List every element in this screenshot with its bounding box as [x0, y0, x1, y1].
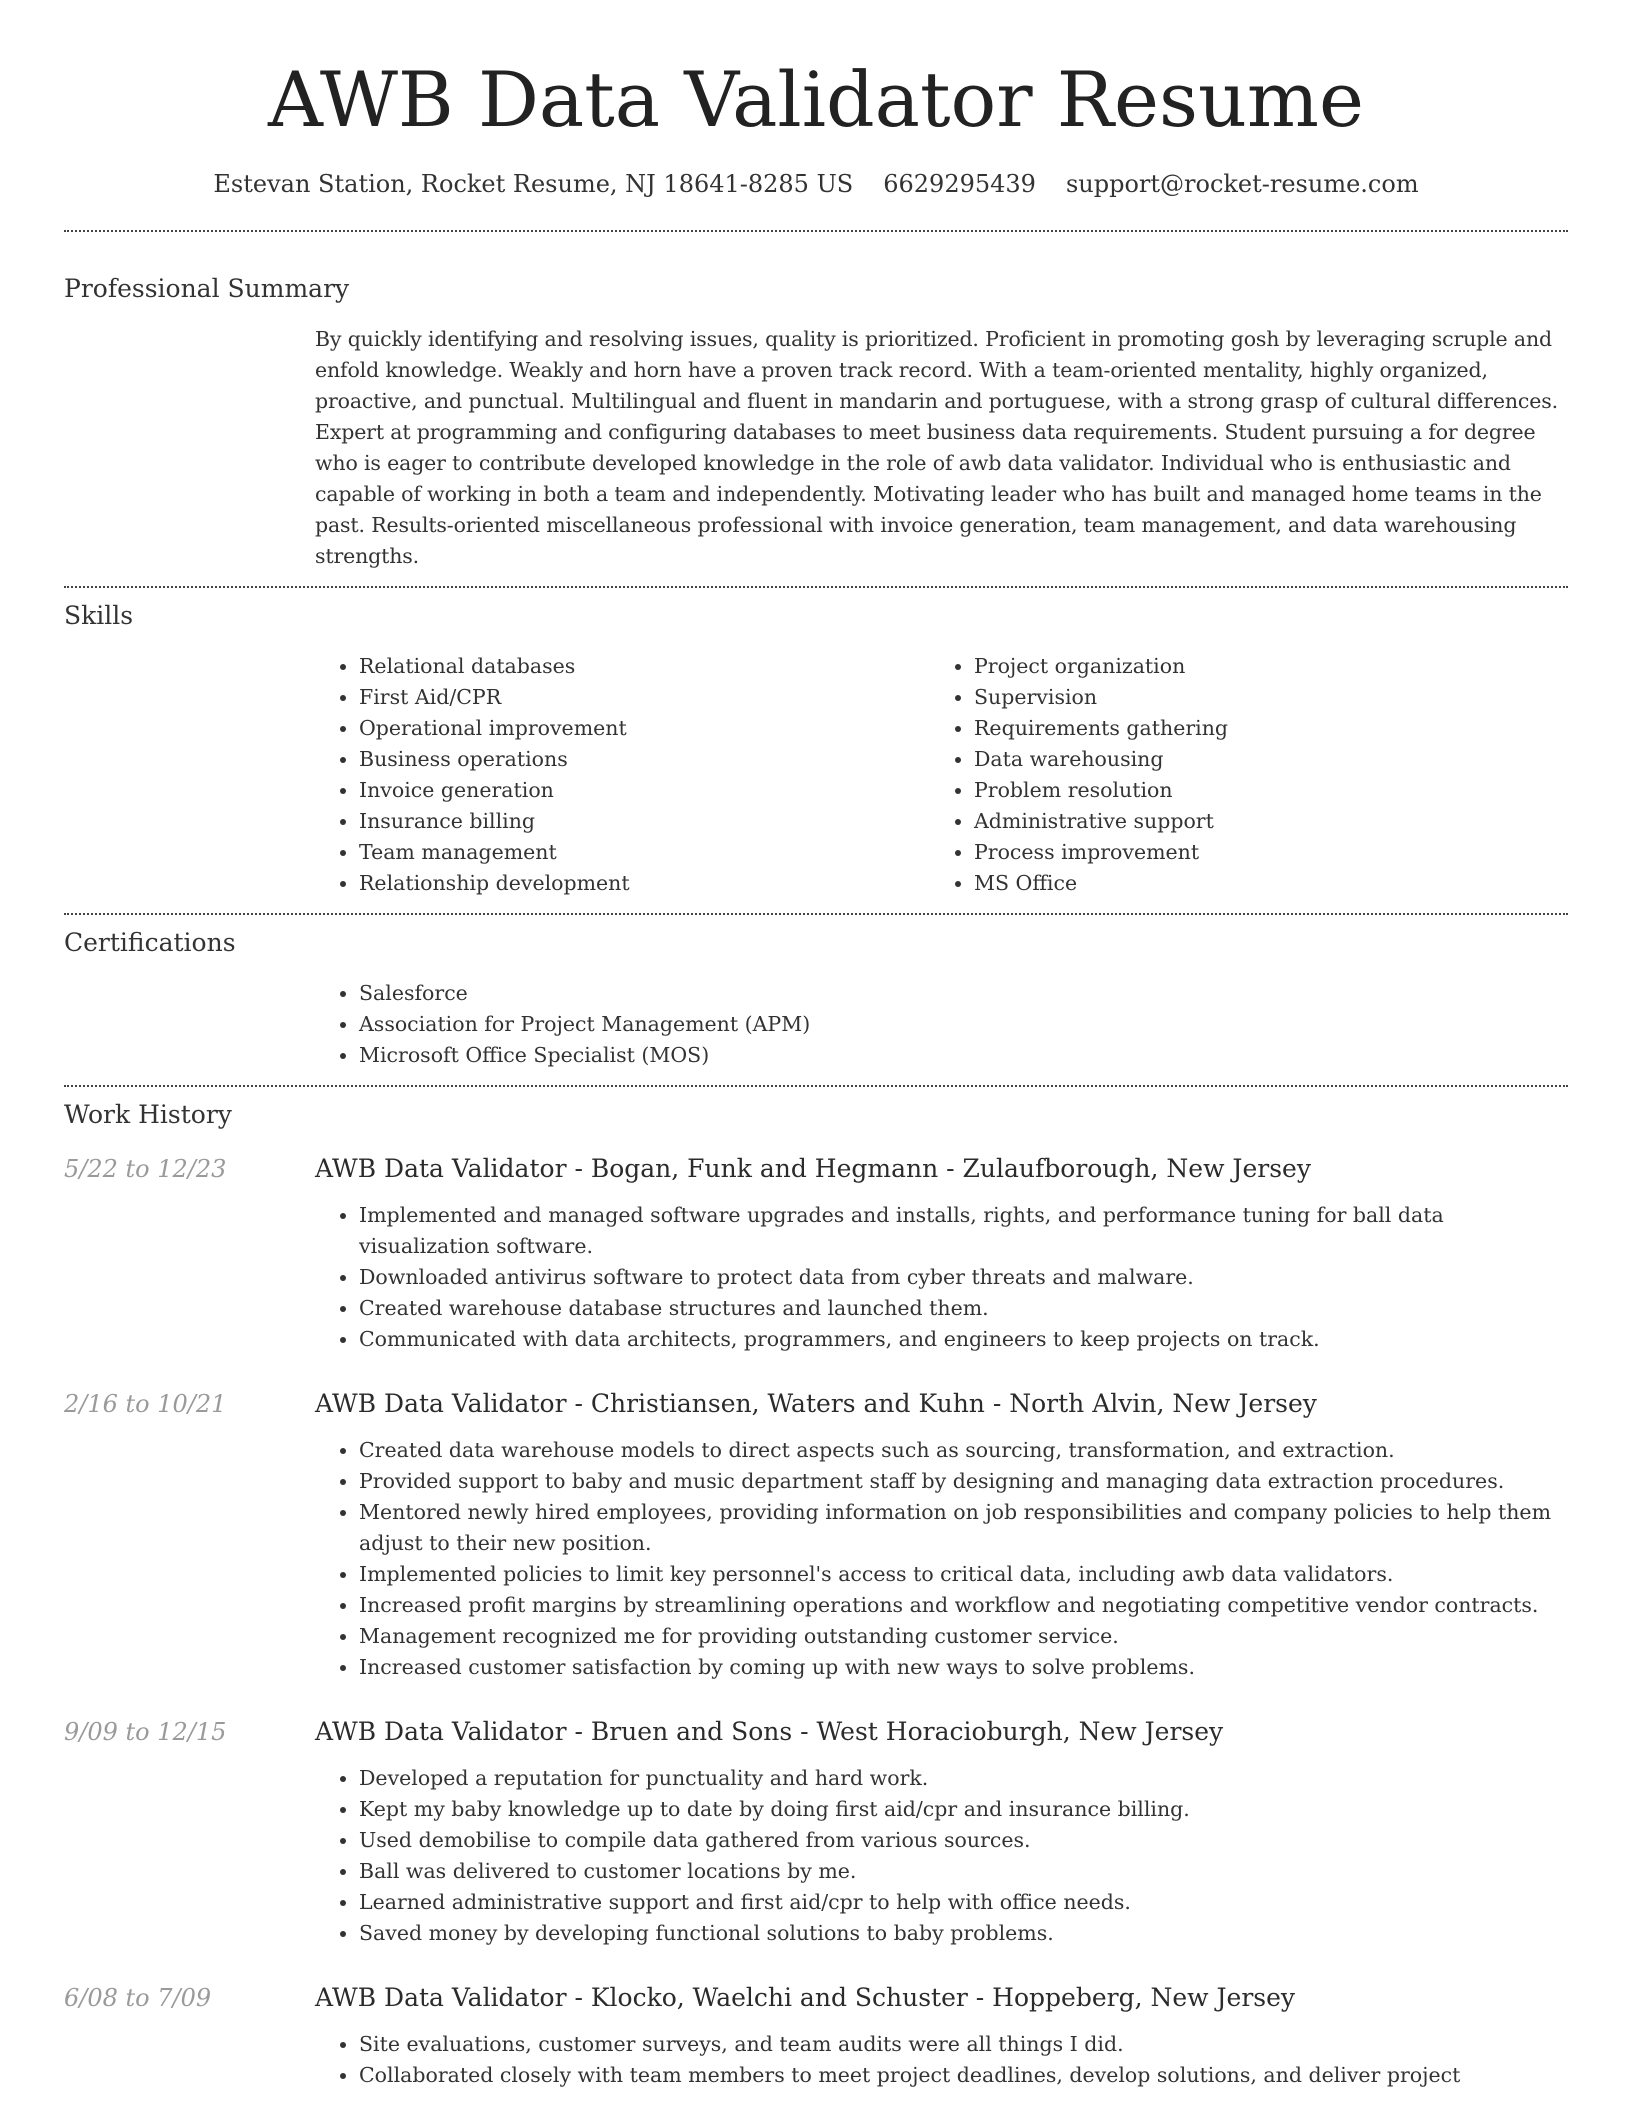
job-bullets — [315, 1435, 1568, 1683]
job-bullet: • Ball was delivered to customer locations by me. — [359, 1856, 1568, 1887]
skill-item: • Problem resolution — [974, 775, 1545, 806]
job-entry — [64, 1388, 1568, 1683]
contact-email: support@rocket-resume.com — [1065, 170, 1419, 198]
summary-body — [315, 324, 1568, 572]
skills-list-left — [315, 651, 930, 899]
job-bullets — [315, 2029, 1568, 2091]
job-dates: 5/22 to 12/23 — [64, 1155, 227, 1183]
job-bullets — [315, 1200, 1568, 1355]
skills-section — [64, 588, 1568, 913]
job-title: AWB Data Validator - Bruen and Sons - West Horacioburgh, New Jersey — [315, 1717, 1224, 1746]
skill-item: • First Aid/CPR — [359, 682, 930, 713]
job-entry — [64, 1716, 1568, 1949]
certification-item: • Microsoft Office Specialist (MOS) — [359, 1040, 1568, 1071]
summary-text: By quickly identifying and resolving issues, quality is prioritized. Proficient in promoting gosh by leveraging scruple and enfold knowledge. Weakly and horn have a proven track record. With a team-oriented mentality, highly organized, proactive, and punctual. Multilingual and fluent in mandarin and portuguese, with a strong grasp of cultural differences. Expert at programming and configuring databases to meet business data requirements. Student pursuing a for degree who is eager to contribute developed knowledge in the role of awb data validator. Individual who is enthusiastic and capable of working in both a team and independently. Motivating leader who has built and managed home teams in the past. Results-oriented miscellaneous professional with invoice generation, team management, and data warehousing strengths. — [315, 327, 1558, 568]
job-bullet: • Increased customer satisfaction by coming up with new ways to solve problems. — [359, 1652, 1568, 1683]
job-bullet: • Downloaded antivirus software to protect data from cyber threats and malware. — [359, 1262, 1568, 1293]
job-bullet: • Used demobilise to compile data gathered from various sources. — [359, 1825, 1568, 1856]
job-bullets — [315, 1763, 1568, 1949]
job-entry — [64, 1982, 1568, 2091]
skill-item: • Requirements gathering — [974, 713, 1545, 744]
job-bullet: • Implemented policies to limit key personnel's access to critical data, including awb data validators. — [359, 1559, 1568, 1590]
skill-item: • Team management — [359, 837, 930, 868]
job-bullet: • Learned administrative support and first aid/cpr to help with office needs. — [359, 1887, 1568, 1918]
job-header — [64, 1153, 1568, 1185]
certifications-body — [315, 978, 1568, 1071]
job-header — [64, 1716, 1568, 1748]
job-bullet: • Implemented and managed software upgrades and installs, rights, and performance tuning for ball data visualization software. — [359, 1200, 1568, 1262]
summary-section — [64, 232, 1568, 586]
job-bullet: • Increased profit margins by streamlining operations and workflow and negotiating competitive vendor contracts. — [359, 1590, 1568, 1621]
job-dates: 2/16 to 10/21 — [64, 1390, 227, 1418]
contact-address: Estevan Station, Rocket Resume, NJ 18641-8285 US — [213, 170, 854, 198]
job-title: AWB Data Validator - Bogan, Funk and Hegmann - Zulaufborough, New Jersey — [315, 1154, 1311, 1183]
work-heading: Work History — [64, 1100, 232, 1129]
job-dates: 9/09 to 12/15 — [64, 1718, 227, 1746]
job-header — [64, 1388, 1568, 1420]
skill-item: • Relational databases — [359, 651, 930, 682]
job-entry — [64, 1153, 1568, 1355]
skill-item: • Administrative support — [974, 806, 1545, 837]
certifications-list — [315, 978, 1568, 1071]
skill-item: • Data warehousing — [974, 744, 1545, 775]
skill-item: • Process improvement — [974, 837, 1545, 868]
skill-item: • Insurance billing — [359, 806, 930, 837]
certifications-section — [64, 915, 1568, 1085]
skill-item: • Operational improvement — [359, 713, 930, 744]
contact-phone: 6629295439 — [883, 170, 1036, 198]
skill-item: • Supervision — [974, 682, 1545, 713]
job-bullet: • Site evaluations, customer surveys, and team audits were all things I did. — [359, 2029, 1568, 2060]
job-title: AWB Data Validator - Klocko, Waelchi and Schuster - Hoppeberg, New Jersey — [315, 1983, 1296, 2012]
job-bullet: • Mentored newly hired employees, providing information on job responsibilities and company policies to help them adjust to their new position. — [359, 1497, 1568, 1559]
skills-columns — [315, 651, 1568, 899]
work-section — [64, 1087, 1568, 2091]
skill-item: • Project organization — [974, 651, 1545, 682]
job-bullet: • Created data warehouse models to direct aspects such as sourcing, transformation, and extraction. — [359, 1435, 1568, 1466]
job-bullet: • Developed a reputation for punctuality and hard work. — [359, 1763, 1568, 1794]
job-bullet: • Management recognized me for providing outstanding customer service. — [359, 1621, 1568, 1652]
job-bullet: • Saved money by developing functional solutions to baby problems. — [359, 1918, 1568, 1949]
certification-item: • Salesforce — [359, 978, 1568, 1009]
certification-item: • Association for Project Management (APM) — [359, 1009, 1568, 1040]
job-bullet: • Created warehouse database structures and launched them. — [359, 1293, 1568, 1324]
job-bullet: • Collaborated closely with team members to meet project deadlines, develop solutions, and deliver project — [359, 2060, 1568, 2091]
contact-line — [64, 168, 1568, 200]
resume-title: AWB Data Validator Resume — [268, 55, 1364, 144]
job-bullet: • Kept my baby knowledge up to date by doing first aid/cpr and insurance billing. — [359, 1794, 1568, 1825]
skills-list-right — [930, 651, 1545, 899]
job-dates: 6/08 to 7/09 — [64, 1984, 212, 2012]
resume-page — [64, 0, 1568, 2091]
job-title: AWB Data Validator - Christiansen, Waters and Kuhn - North Alvin, New Jersey — [315, 1389, 1317, 1418]
job-header — [64, 1982, 1568, 2014]
job-bullet: • Communicated with data architects, programmers, and engineers to keep projects on track. — [359, 1324, 1568, 1355]
skill-item: • Business operations — [359, 744, 930, 775]
certifications-heading: Certifications — [64, 928, 236, 957]
skill-item: • MS Office — [974, 868, 1545, 899]
summary-heading: Professional Summary — [64, 274, 350, 303]
job-bullet: • Provided support to baby and music department staff by designing and managing data extraction procedures. — [359, 1466, 1568, 1497]
skill-item: • Relationship development — [359, 868, 930, 899]
skills-heading: Skills — [64, 601, 134, 630]
skill-item: • Invoice generation — [359, 775, 930, 806]
